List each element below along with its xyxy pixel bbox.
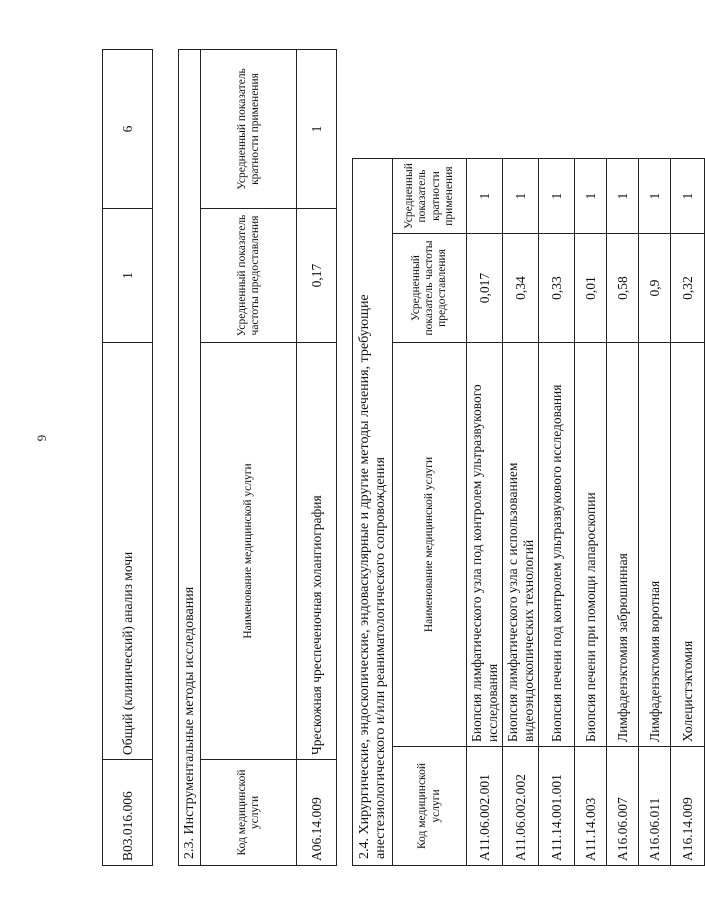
multiplicity-value: 1: [467, 159, 503, 234]
service-code: A16.14.009: [671, 747, 705, 866]
rotated-page-content: [102, 0, 695, 866]
multiplicity-value: 1: [539, 159, 575, 234]
service-code: A11.06.002.002: [503, 747, 539, 866]
service-code: A06.14.009: [297, 760, 337, 866]
table-row: [297, 50, 337, 866]
section-title: 2.4. Хирургические, эндоскопические, эндоваскулярные и другие методы лечения, требующие анестезиологического и/или реаниматологического сопровождения: [353, 159, 393, 866]
header-name: Наименование медицинской услуги: [201, 343, 297, 760]
service-code: A16.06.007: [607, 747, 639, 866]
service-name: Лимфаденэктомия воротная: [639, 343, 671, 747]
table-row: [539, 159, 575, 866]
table-row: [503, 159, 539, 866]
frequency-value: 0,9: [639, 234, 671, 343]
multiplicity-value: 1: [503, 159, 539, 234]
service-code: A11.14.001.001: [539, 747, 575, 866]
table-row: [607, 159, 639, 866]
service-name: Биопсия печени при помощи лапароскопии: [575, 343, 607, 747]
header-frequency: Усредненный показатель частоты предоставления: [201, 209, 297, 343]
service-name: Биопсия лимфатического узла с использованием видеоэндоскопических технологий: [503, 343, 539, 747]
section-title-row: [179, 50, 201, 866]
service-code: A11.06.002.001: [467, 747, 503, 866]
header-code: Код медицинской услуги: [201, 760, 297, 866]
service-name: Биопсия печени под контролем ультразвукового исследования: [539, 343, 575, 747]
frequency-value: 0,17: [297, 209, 337, 343]
table-row: [639, 159, 671, 866]
service-name: Общий (клинический) анализ мочи: [103, 343, 153, 760]
table-row: [103, 50, 153, 866]
service-name: Холецистэктомия: [671, 343, 705, 747]
frequency-value: 0,58: [607, 234, 639, 343]
table-row: [467, 159, 503, 866]
header-frequency: Усредненный показатель частоты предоставления: [393, 234, 467, 343]
frequency-value: 0,34: [503, 234, 539, 343]
multiplicity-value: 1: [575, 159, 607, 234]
frequency-value: 0,01: [575, 234, 607, 343]
section-title: 2.3. Инструментальные методы исследования: [179, 50, 201, 866]
page-number: 6: [34, 434, 50, 442]
multiplicity-value: 1: [297, 50, 337, 209]
frequency-value: 0,33: [539, 234, 575, 343]
lab-tests-table: [102, 49, 153, 866]
frequency-value: 0,017: [467, 234, 503, 343]
service-name: Биопсия лимфатического узла под контролем ультразвукового исследования: [467, 343, 503, 747]
service-name: Чрескожная чреспеченочная холангиография: [297, 343, 337, 760]
section-title-row: [353, 159, 393, 866]
table-row: [671, 159, 705, 866]
service-code: A11.14.003: [575, 747, 607, 866]
instrumental-methods-table: [178, 49, 337, 866]
table-row: [575, 159, 607, 866]
header-name: Наименование медицинской услуги: [393, 343, 467, 747]
header-code: Код медицинской услуги: [393, 747, 467, 866]
header-row: [201, 50, 297, 866]
service-code: B03.016.006: [103, 760, 153, 866]
frequency-value: 0,32: [671, 234, 705, 343]
multiplicity-value: 6: [103, 50, 153, 209]
multiplicity-value: 1: [671, 159, 705, 234]
multiplicity-value: 1: [639, 159, 671, 234]
surgical-methods-table: [352, 158, 705, 866]
header-multiplicity: Усредненный показатель кратности применения: [393, 159, 467, 234]
header-multiplicity: Усредненный показатель кратности применения: [201, 50, 297, 209]
service-name: Лимфаденэктомия забрюшинная: [607, 343, 639, 747]
frequency-value: 1: [103, 209, 153, 343]
service-code: A16.06.011: [639, 747, 671, 866]
multiplicity-value: 1: [607, 159, 639, 234]
header-row: [393, 159, 467, 866]
